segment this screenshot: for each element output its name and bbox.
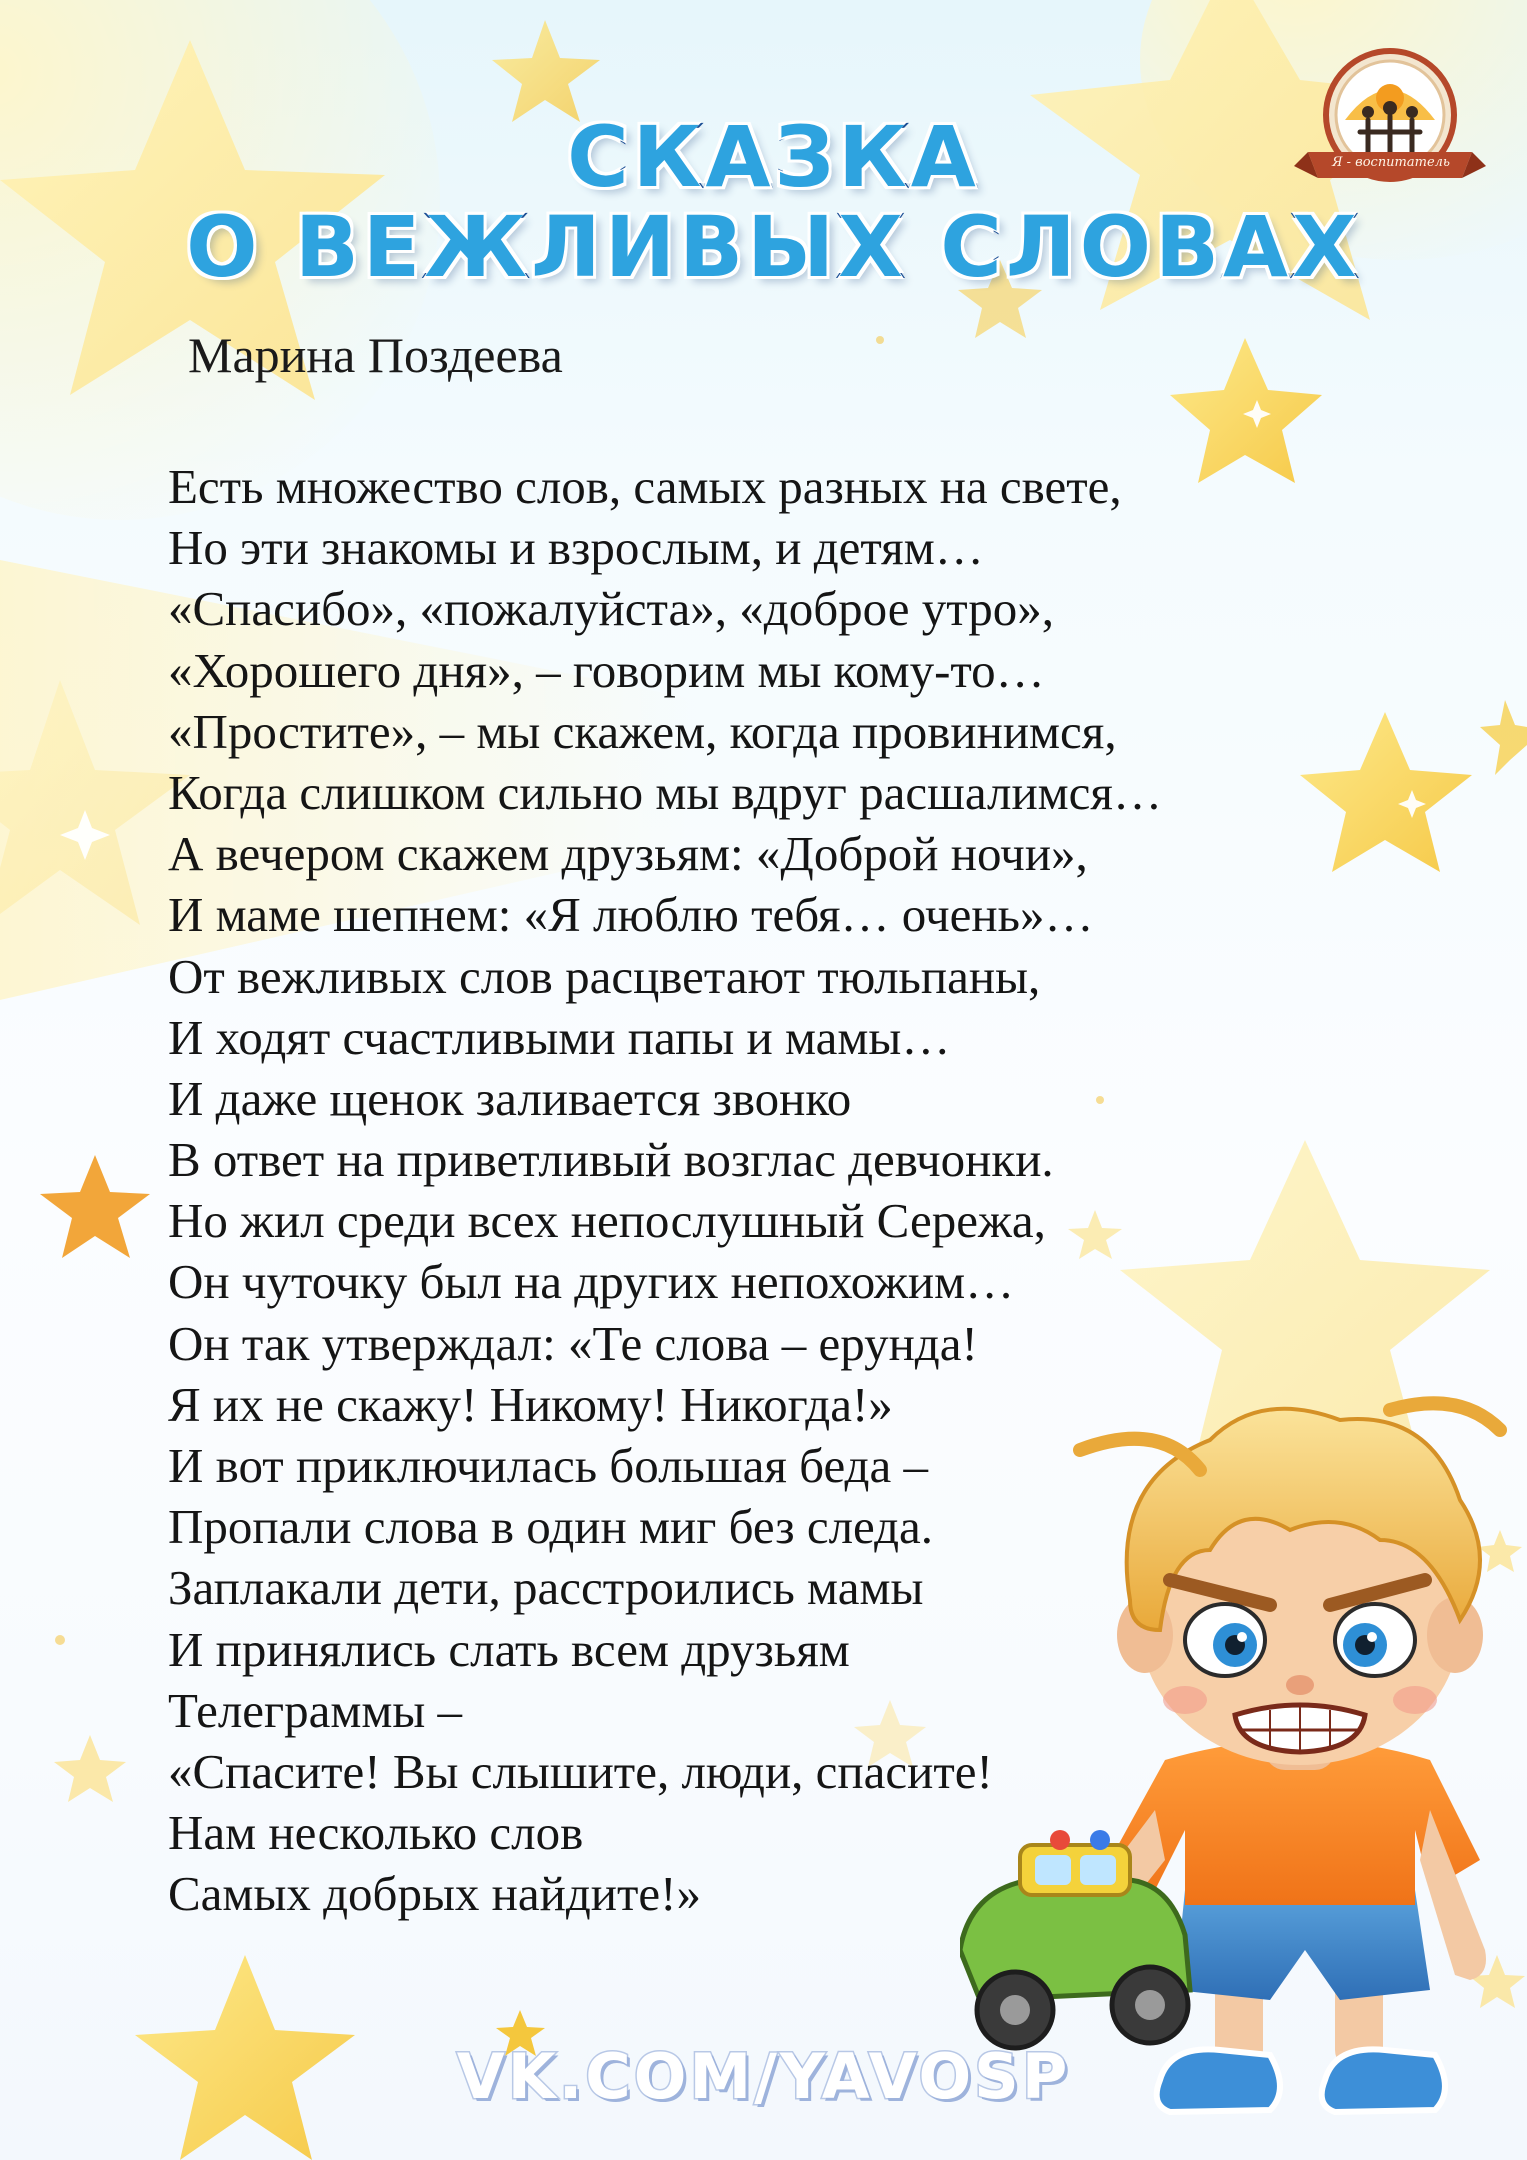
- poem-line: И ходят счастливыми папы и мамы…: [168, 1009, 951, 1065]
- poem-line: И даже щенок заливается звонко: [168, 1070, 852, 1126]
- poem-line: Я их не скажу! Никому! Никогда!»: [168, 1376, 893, 1432]
- poem-line: Заплакали дети, расстроились мамы: [168, 1560, 924, 1616]
- poem-line: «Спасибо», «пожалуйста», «доброе утро»,: [168, 581, 1054, 637]
- poem-line: Телеграммы –: [168, 1682, 463, 1738]
- poem-line: И вот приключилась большая беда –: [168, 1438, 928, 1493]
- title-line-2: О ВЕЖЛИВЫХ СЛОВАХ: [186, 198, 1361, 296]
- author-name: Марина Поздеева: [188, 327, 563, 383]
- poem-line: В ответ на приветливый возглас девчонки.: [168, 1132, 1054, 1188]
- poem-line: Он так утверждал: «Те слова – ерунда!: [168, 1315, 978, 1371]
- poem-line: Пропали слова в один миг без следа.: [168, 1499, 934, 1555]
- poem-line: От вежливых слов расцветают тюльпаны,: [168, 948, 1041, 1004]
- poem-line: Но эти знакомы и взрослым, и детям…: [168, 520, 984, 576]
- poem-line: «Хорошего дня», – говорим мы кому-то…: [168, 642, 1045, 698]
- poem-line: А вечером скажем друзьям: «Доброй ночи»,: [168, 826, 1088, 882]
- logo-caption: Я - воспитатель: [1331, 155, 1451, 170]
- poem-line: «Простите», – мы скажем, когда провинимся,: [168, 703, 1117, 759]
- poem-line: Нам несколько слов: [168, 1805, 584, 1861]
- title-line-1: СКАЗКА: [567, 108, 980, 206]
- footer-url: VK.COM/YAVOSP: [456, 2040, 1071, 2113]
- poem-line: «Спасите! Вы слышите, люди, спасите!: [168, 1743, 993, 1799]
- poem-line: Когда слишком сильно мы вдруг расшалимся…: [168, 764, 1162, 820]
- star-icon: [40, 1155, 150, 1258]
- poem-line: Есть множество слов, самых разных на свете,: [168, 459, 1122, 514]
- star-icon: [492, 20, 600, 122]
- poem-line: Он чуточку был на других непохожим…: [168, 1254, 1015, 1310]
- poem-line: И принялись слать всем друзьям: [168, 1621, 850, 1677]
- poem-line: И маме шепнем: «Я люблю тебя… очень»…: [168, 887, 1094, 943]
- poem-line: Самых добрых найдите!»: [168, 1866, 701, 1922]
- star-icon: [54, 1735, 126, 1802]
- poem-line: Но жил среди всех непослушный Сережа,: [168, 1193, 1046, 1249]
- star-icon: [1480, 700, 1527, 775]
